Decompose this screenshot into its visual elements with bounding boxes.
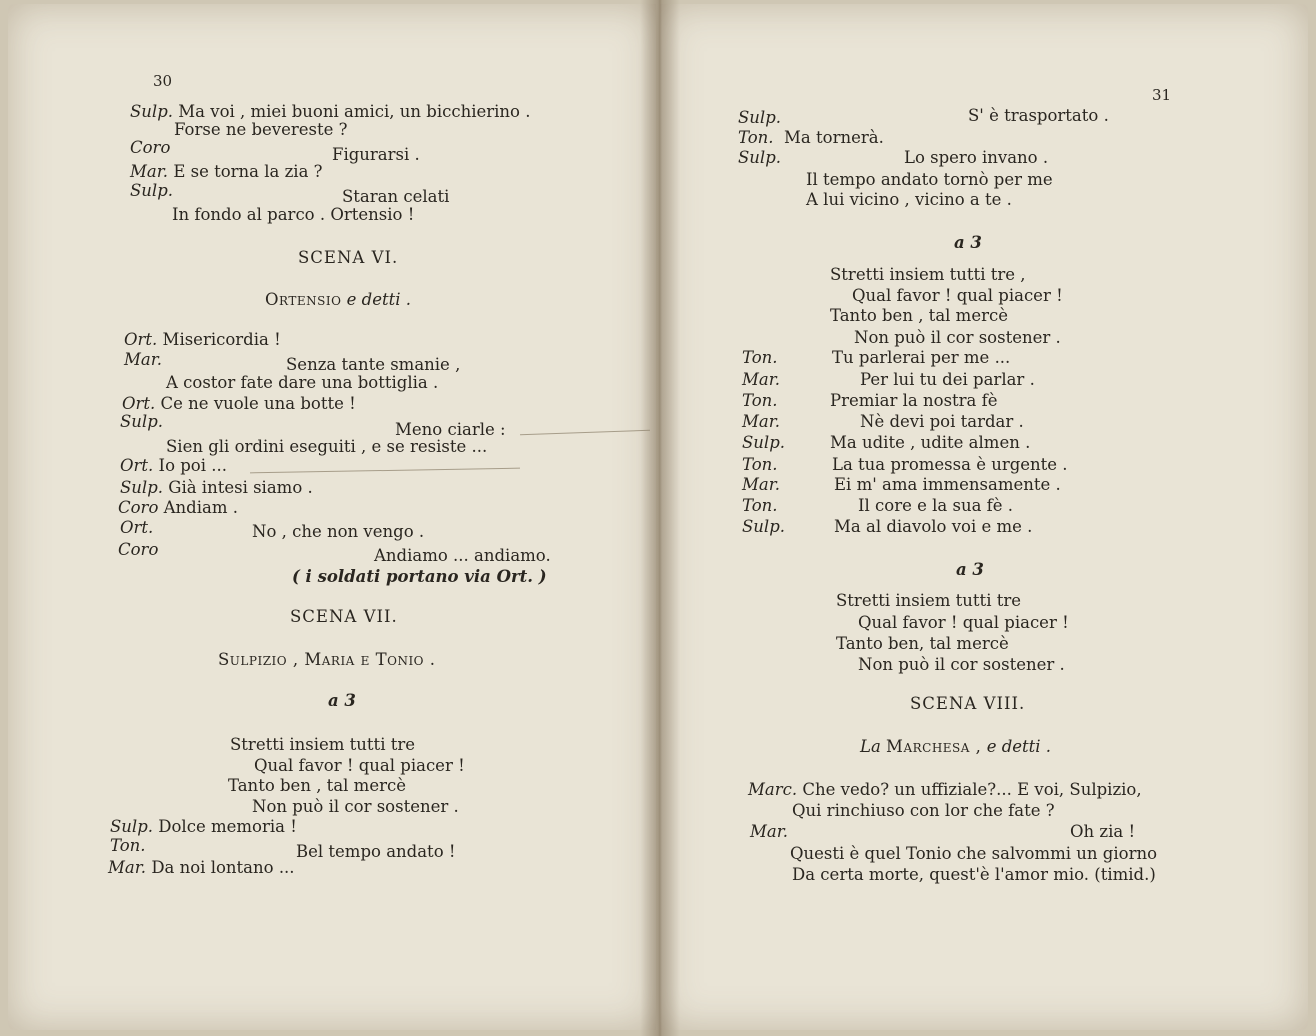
page-number-right: 31 [1152, 86, 1172, 104]
text-line: Senza tante smanie , [286, 355, 461, 374]
speaker-label: Ort. [120, 518, 154, 537]
speaker-label: Mar. [742, 412, 781, 431]
verse-line: Qual favor ! qual piacer ! [852, 286, 1063, 305]
verse-line: Non può il cor sostener . [252, 797, 459, 816]
text-line: Ma al diavolo voi e me . [834, 517, 1033, 536]
verse-line: Tanto ben, tal mercè [836, 634, 1009, 653]
text-line: Premiar la nostra fè [830, 391, 998, 410]
speaker-label: Sulp. [742, 517, 786, 536]
scene-characters: Ortensio e detti . [265, 290, 412, 309]
text-line: Ma udite , udite almen . [830, 433, 1031, 452]
text-line: Andiamo ... andiamo. [374, 546, 551, 565]
speaker-label: Ton. [742, 391, 778, 410]
text-line: Il tempo andato tornò per me [806, 170, 1053, 189]
text-line: Da certa morte, quest'è l'amor mio. (timid.) [792, 865, 1156, 884]
speaker-label: Ton. [742, 455, 778, 474]
scene-characters: Sulpizio , Maria e Tonio . [218, 650, 436, 669]
text-line: Marc. Che vedo? un uffiziale?... E voi, Sulpizio, [748, 780, 1142, 799]
speaker-label: Sulp. [738, 148, 782, 167]
verse-line: Tanto ben , tal mercè [830, 306, 1008, 325]
verse-line: Stretti insiem tutti tre , [830, 265, 1026, 284]
text-line: Sien gli ordini eseguiti , e se resiste ... [166, 437, 488, 456]
text-line: Ort. Misericordia ! [124, 330, 281, 349]
ensemble-label: a 3 [956, 560, 984, 579]
verse-line: Qual favor ! qual piacer ! [254, 756, 465, 775]
speaker-label: Ton. [110, 836, 146, 855]
verse-line: Tanto ben , tal mercè [228, 776, 406, 795]
speaker-label: Ton. [742, 348, 778, 367]
text-line: Coro Andiam . [118, 498, 238, 517]
verse-line: Stretti insiem tutti tre [836, 591, 1021, 610]
verse-line: Non può il cor sostener . [858, 655, 1065, 674]
text-line: La tua promessa è urgente . [832, 455, 1068, 474]
speaker-label: Ton. [742, 496, 778, 515]
text-line: Per lui tu dei parlar . [860, 370, 1035, 389]
text-line: Sulp. Già intesi siamo . [120, 478, 313, 497]
text-line: A lui vicino , vicino a te . [806, 190, 1012, 209]
scene-title: SCENA VIII. [910, 694, 1026, 713]
text-line: A costor fate dare una bottiglia . [166, 373, 439, 392]
book-gutter [640, 0, 680, 1036]
speaker-label: Mar. [124, 350, 163, 369]
text-line: Tu parlerai per me ... [832, 348, 1011, 367]
page-number-left: 30 [153, 72, 173, 90]
text-line: Ton. Ma tornerà. [738, 128, 884, 147]
scene-title: SCENA VI. [298, 248, 399, 267]
speaker-label: Mar. [742, 475, 781, 494]
text-line: Mar. E se torna la zia ? [130, 162, 323, 181]
speaker-label: Coro [130, 138, 171, 157]
text-line: Meno ciarle : [395, 420, 506, 439]
text-line: Oh zia ! [1070, 822, 1136, 841]
verse-line: Non può il cor sostener . [854, 328, 1061, 347]
stage-direction: ( i soldati portano via Ort. ) [292, 567, 547, 586]
text-line: Ort. Ce ne vuole una botte ! [122, 394, 356, 413]
ensemble-label: a 3 [328, 691, 356, 710]
text-line: Staran celati [342, 187, 450, 206]
text-line: Forse ne bevereste ? [174, 120, 348, 139]
text-line: Questi è quel Tonio che salvommi un giorno [790, 844, 1158, 863]
text-line: Nè devi poi tardar . [860, 412, 1024, 431]
speaker-label: Sulp. [130, 181, 174, 200]
speaker-label: Mar. [742, 370, 781, 389]
ensemble-label: a 3 [954, 233, 982, 252]
speaker-label: Sulp. [120, 412, 164, 431]
verse-line: Qual favor ! qual piacer ! [858, 613, 1069, 632]
text-line: Bel tempo andato ! [296, 842, 456, 861]
text-line: Il core e la sua fè . [858, 496, 1014, 515]
text-line: No , che non vengo . [252, 522, 425, 541]
speaker-label: Sulp. [738, 108, 782, 127]
scene-title: SCENA VII. [290, 607, 398, 626]
speaker-label: Coro [118, 540, 159, 559]
speaker-label: Mar. [750, 822, 789, 841]
text-line: Ei m' ama immensamente . [834, 475, 1061, 494]
text-line: Sulp. Dolce memoria ! [110, 817, 297, 836]
text-line: In fondo al parco . Ortensio ! [172, 205, 415, 224]
speaker-label: Sulp. [742, 433, 786, 452]
scene-characters: La Marchesa , e detti . [860, 737, 1052, 756]
verse-line: Stretti insiem tutti tre [230, 735, 415, 754]
text-line: Qui rinchiuso con lor che fate ? [792, 801, 1055, 820]
text-line: Figurarsi . [332, 145, 420, 164]
text-line: Sulp. Ma voi , miei buoni amici, un bicchierino . [130, 102, 531, 121]
text-line: S' è trasportato . [968, 106, 1109, 125]
text-line: Mar. Da noi lontano ... [108, 858, 295, 877]
text-line: Lo spero invano . [904, 148, 1049, 167]
text-line: Ort. Io poi ... [120, 456, 227, 475]
